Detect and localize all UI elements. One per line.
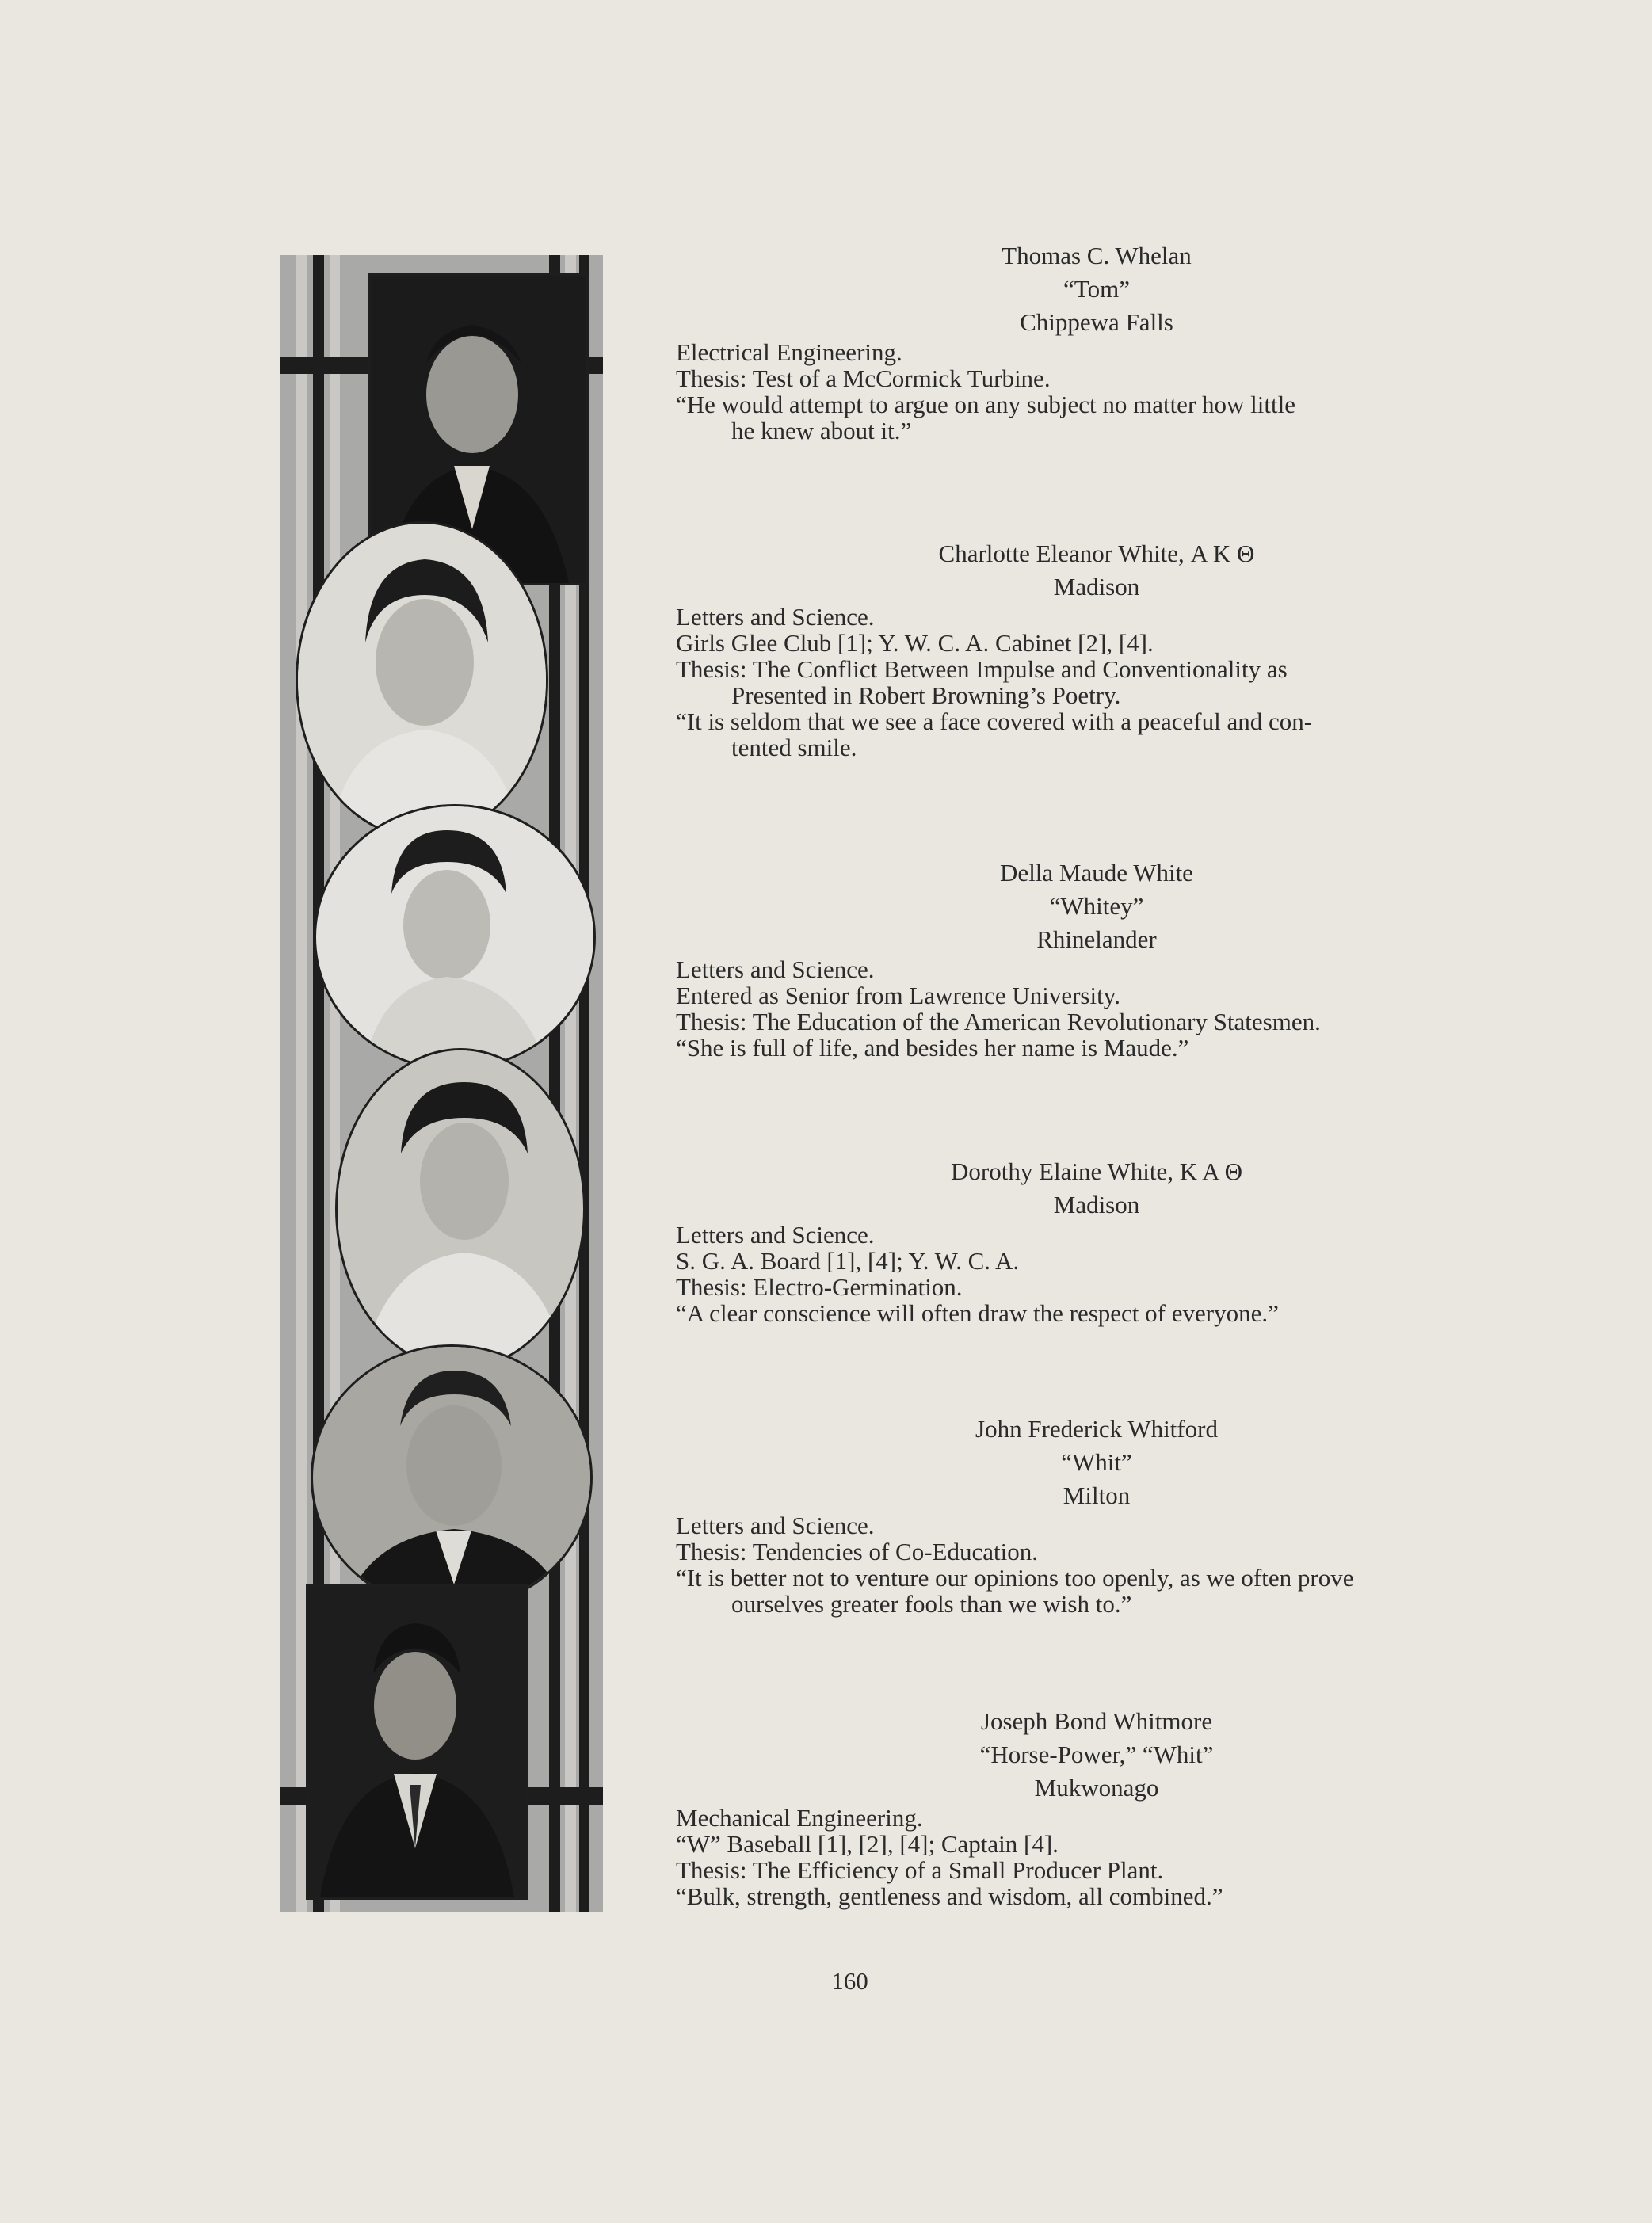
student-name: Della Maude White — [1000, 859, 1193, 887]
student-hometown: Milton — [1063, 1481, 1131, 1509]
student-thesis: Thesis: Electro-Germination. — [676, 1273, 963, 1301]
entry-charlotte-white — [676, 537, 1475, 761]
portrait-della-white — [314, 804, 596, 1070]
student-thesis: Thesis: The Efficiency of a Small Producer Plant. — [676, 1856, 1164, 1884]
student-thesis-line: Thesis: The Conflict Between Impulse and Conventionality as — [676, 655, 1288, 683]
student-name: Dorothy Elaine White, Κ Α Θ — [951, 1157, 1242, 1185]
student-name: Joseph Bond Whitmore — [980, 1707, 1213, 1735]
student-quote-line: he knew about it.” — [731, 417, 912, 444]
portrait-charlotte-white — [296, 521, 548, 839]
student-name: John Frederick Whitford — [975, 1415, 1218, 1443]
student-course: Letters and Science. — [676, 1221, 875, 1249]
student-name: Charlotte Eleanor White, Α Κ Θ — [938, 540, 1255, 567]
student-hometown: Madison — [1053, 573, 1140, 601]
portrait-joseph-whitmore — [306, 1584, 528, 1900]
student-course: Mechanical Engineering. — [676, 1804, 923, 1832]
student-activities: S. G. A. Board [1], [4]; Y. W. C. A. — [676, 1247, 1020, 1275]
student-nickname: “Horse-Power,” “Whit” — [979, 1741, 1214, 1768]
portrait-john-whitford — [311, 1344, 593, 1611]
page-number: 160 — [831, 1967, 868, 1995]
student-course: Letters and Science. — [676, 1512, 875, 1539]
student-nickname: “Whit” — [1061, 1448, 1132, 1476]
student-hometown: Mukwonago — [1034, 1774, 1159, 1802]
student-course: Letters and Science. — [676, 955, 875, 983]
student-hometown: Madison — [1053, 1191, 1140, 1218]
student-nickname: “Tom” — [1063, 275, 1130, 303]
student-quote-line: “He would attempt to argue on any subject no matter how little — [676, 391, 1295, 418]
student-quote: “A clear conscience will often draw the respect of everyone.” — [676, 1299, 1279, 1327]
student-hometown: Chippewa Falls — [1020, 308, 1173, 336]
student-quote-line: “It is seldom that we see a face covered with a peaceful and con- — [676, 707, 1313, 735]
student-name: Thomas C. Whelan — [1002, 242, 1192, 269]
student-thesis: Thesis: The Education of the American Revolutionary Statesmen. — [676, 1008, 1321, 1035]
student-course: Electrical Engineering. — [676, 338, 902, 366]
student-quote-line: tented smile. — [731, 734, 857, 761]
portrait-dorothy-white — [335, 1048, 586, 1370]
student-activities: Entered as Senior from Lawrence University. — [676, 982, 1120, 1009]
student-hometown: Rhinelander — [1036, 925, 1157, 953]
student-thesis-line: Presented in Robert Browning’s Poetry. — [731, 681, 1121, 709]
entry-joseph-whitmore — [676, 1705, 1475, 1909]
student-quote-line: “It is better not to venture our opinions too openly, as we often prove — [676, 1564, 1354, 1592]
student-quote: “Bulk, strength, gentleness and wisdom, all combined.” — [676, 1882, 1223, 1910]
student-quote: “She is full of life, and besides her name is Maude.” — [676, 1034, 1189, 1062]
student-course: Letters and Science. — [676, 603, 875, 631]
student-thesis: Thesis: Tendencies of Co-Education. — [676, 1538, 1038, 1565]
student-activities: Girls Glee Club [1]; Y. W. C. A. Cabinet [2], [4]. — [676, 629, 1154, 657]
entry-thomas-whelan — [676, 239, 1475, 444]
entry-dorothy-white — [676, 1155, 1475, 1326]
student-thesis: Thesis: Test of a McCormick Turbine. — [676, 364, 1051, 392]
entry-john-whitford — [676, 1413, 1475, 1617]
frame-stripe — [296, 255, 307, 1912]
entry-della-white — [676, 856, 1475, 1061]
student-activities: “W” Baseball [1], [2], [4]; Captain [4]. — [676, 1830, 1059, 1858]
student-quote-line: ourselves greater fools than we wish to.” — [731, 1590, 1132, 1618]
student-nickname: “Whitey” — [1049, 892, 1144, 920]
